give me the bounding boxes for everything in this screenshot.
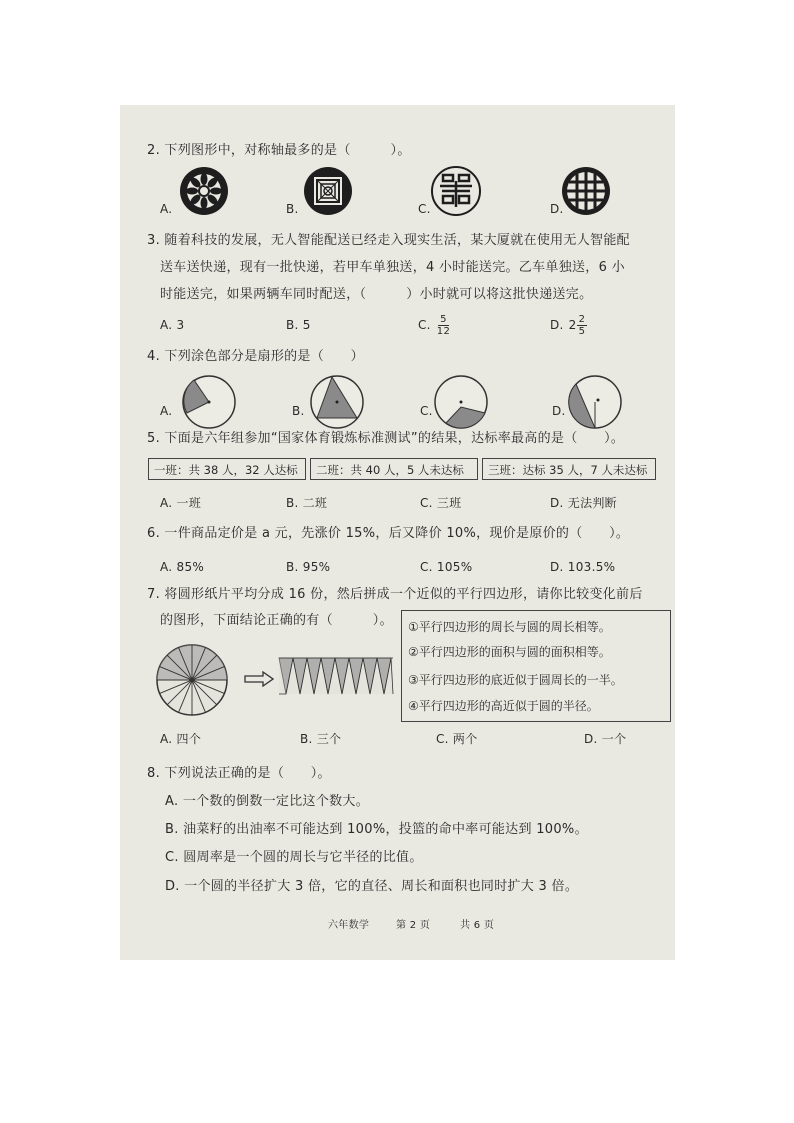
q2-stem: 2. 下列图形中，对称轴最多的是（ ）。 [147, 143, 411, 158]
q7-circle-sectors-figure [154, 642, 230, 722]
q7-conclusion-2: ②平行四边形的面积与圆的面积相等。 [408, 645, 611, 659]
q3-option-c-fraction [437, 314, 450, 337]
q3-option-c [418, 311, 450, 339]
footer-page-number: 第 2 页 [396, 920, 431, 931]
q3-line-3: 时能送完，如果两辆车同时配送，（ ）小时就可以将这批快递送完。 [160, 287, 593, 302]
q2-option-d: D. [550, 202, 564, 216]
q8-option-a: A. 一个数的倒数一定比这个数大。 [165, 794, 370, 809]
q7-line-2: 的图形，下面结论正确的有（ ）。 [160, 613, 393, 628]
q3-option-d-label: D. [550, 318, 564, 332]
q2-option-c: C. [418, 202, 431, 216]
q4-figure-b-circle-icon [308, 373, 366, 435]
q2-figure-b-square-pattern-icon [302, 165, 354, 221]
q6-option-d: D. 103.5% [550, 560, 616, 574]
q3-option-c-denominator: 12 [436, 325, 451, 337]
q4-figure-d-circle-icon [566, 373, 624, 435]
q5-option-c: C. 三班 [420, 496, 462, 510]
q2-option-b: B. [286, 202, 299, 216]
q3-option-d-numerator: 2 [578, 313, 586, 325]
q3-option-c-label: C. [418, 318, 431, 332]
q7-line-1: 7. 将圆形纸片平均分成 16 份，然后拼成一个近似的平行四边形，请你比较变化前后 [147, 587, 643, 602]
q4-stem: 4. 下列涂色部分是扇形的是（ ） [147, 349, 364, 364]
q7-conclusion-4: ④平行四边形的高近似于圆的半径。 [408, 699, 599, 713]
q3-option-d-mixed-number [569, 314, 588, 337]
exam-page [120, 105, 675, 960]
q8-stem: 8. 下列说法正确的是（ ）。 [147, 766, 331, 781]
q3-option-a: A. 3 [160, 318, 185, 332]
footer-total-pages: 共 6 页 [460, 920, 495, 931]
q6-option-a: A. 85% [160, 560, 205, 574]
q7-option-c: C. 两个 [436, 732, 478, 746]
q7-conclusion-3: ③平行四边形的底近似于圆周长的一半。 [408, 673, 623, 687]
q4-option-b: B. [292, 404, 305, 418]
q6-stem: 6. 一件商品定价是 a 元，先涨价 15%，后又降价 10%，现价是原价的（ ）。 [147, 526, 630, 541]
q7-option-d: D. 一个 [584, 732, 627, 746]
q3-option-d-whole: 2 [568, 318, 577, 332]
q5-option-a: A. 一班 [160, 496, 202, 510]
q4-option-c: C. [420, 404, 433, 418]
q5-stem: 5. 下面是六年组参加“国家体育锻炼标准测试”的结果，达标率最高的是（ ）。 [147, 431, 625, 446]
q5-box-class-1: 一班：共 38 人，32 人达标 [148, 458, 306, 480]
q8-option-b: B. 油菜籽的出油率不可能达到 100%，投篮的命中率可能达到 100%。 [165, 822, 588, 837]
q8-option-d: D. 一个圆的半径扩大 3 倍，它的直径、周长和面积也同时扩大 3 倍。 [165, 879, 579, 894]
q5-box-class-2: 二班：共 40 人，5 人未达标 [310, 458, 478, 480]
q4-option-d: D. [552, 404, 566, 418]
q4-figure-c-circle-icon [432, 373, 490, 435]
q2-figure-a-flower-icon [178, 165, 230, 221]
q2-figure-d-lattice-icon [560, 165, 612, 221]
q3-option-d-denominator: 5 [578, 325, 586, 337]
q6-option-b: B. 95% [286, 560, 331, 574]
q7-parallelogram-figure [277, 656, 395, 700]
q2-option-a: A. [160, 202, 173, 216]
q2-figure-c-double-happiness-icon [430, 165, 482, 221]
q7-arrow-icon [244, 671, 274, 691]
q3-option-d-fraction [577, 314, 588, 337]
q7-option-b: B. 三个 [300, 732, 342, 746]
q7-conclusion-1: ①平行四边形的周长与圆的周长相等。 [408, 620, 611, 634]
q3-option-b: B. 5 [286, 318, 311, 332]
q5-option-b: B. 二班 [286, 496, 328, 510]
q5-box-class-3: 三班：达标 35 人，7 人未达标 [482, 458, 656, 480]
q7-conclusions-box [401, 610, 671, 722]
q4-option-a: A. [160, 404, 173, 418]
q6-option-c: C. 105% [420, 560, 473, 574]
q3-line-2: 送车送快递，现有一批快递，若甲车单独送，4 小时能送完。乙车单独送，6 小 [160, 260, 625, 275]
q7-option-a: A. 四个 [160, 732, 202, 746]
q3-option-c-numerator: 5 [440, 313, 447, 325]
q5-option-d: D. 无法判断 [550, 496, 617, 510]
q4-figure-a-circle-icon [180, 373, 238, 435]
q3-option-d [550, 311, 587, 339]
q8-option-c: C. 圆周率是一个圆的周长与它半径的比值。 [165, 850, 423, 865]
footer-subject: 六年数学 [328, 920, 370, 931]
q3-line-1: 3. 随着科技的发展，无人智能配送已经走入现实生活，某大厦就在使用无人智能配 [147, 233, 630, 248]
